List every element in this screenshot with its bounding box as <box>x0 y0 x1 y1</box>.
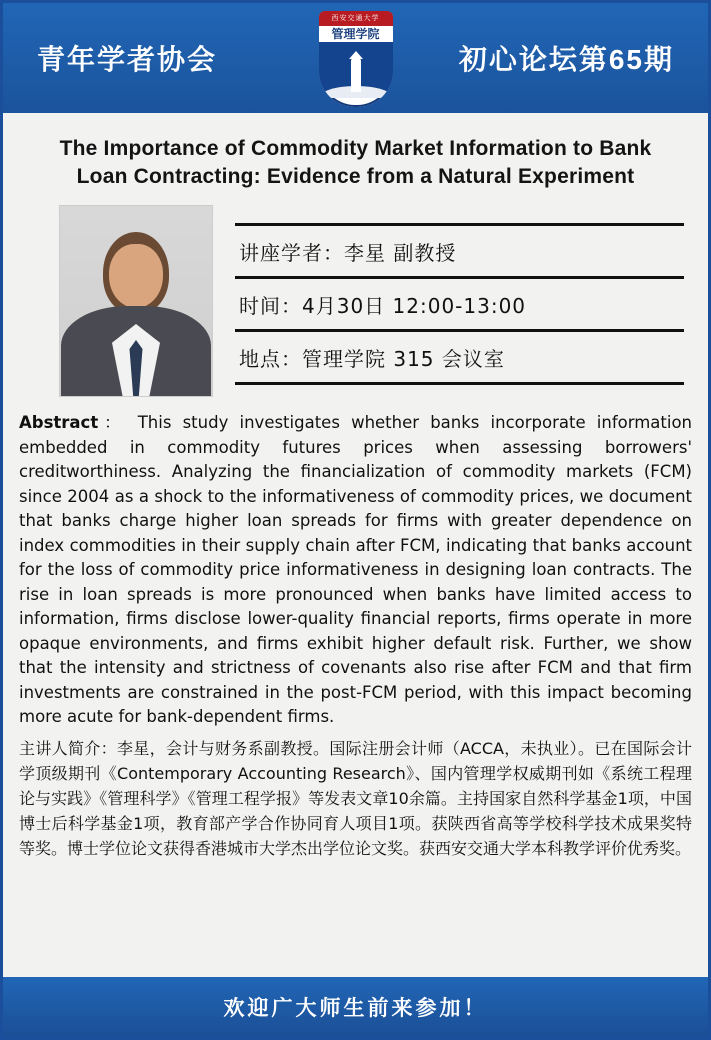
university-crest-icon <box>319 11 393 107</box>
header-right-title: 初心论坛第65期 <box>458 44 674 75</box>
header-left-title: 青年学者协会 <box>37 44 218 75</box>
crest-school-name: 管理学院 <box>319 26 393 42</box>
footer-welcome-text: 欢迎广大师生前来参加！ <box>223 997 488 1020</box>
event-place-line: 地点：管理学院 315 会议室 <box>235 329 684 385</box>
speaker-info-row <box>3 201 708 397</box>
speaker-bio-text: 主讲人简介：李星，会计与财务系副教授。国际注册会计师（ACCA，未执业）。已在国际会计学顶级期刊《Contemporary Accounting Research》、国内管理学权威期刊如《系统工程理论与实践》《管理科学》《管理工程学报》等发表文章10余篇。主持国家自然科学基金1项，中国博士后科学基金1项，教育部产学合作协同育人项目1项。获陕西省高等学校科学技术成果奖特等奖。博士学位论文获得香港城市大学杰出学位论文奖。获西安交通大学本科教学评价优秀奖。 <box>19 738 692 858</box>
crest-tower-icon <box>319 42 393 98</box>
page-title <box>3 113 708 201</box>
abstract-section <box>3 397 708 730</box>
poster-footer <box>3 977 708 1037</box>
crest-top-text: 西安交通大学 <box>319 11 393 26</box>
speaker-name-line: 讲座学者：李星 副教授 <box>235 223 684 276</box>
poster-header <box>3 3 708 113</box>
abstract-text: This study investigates whether banks incorporate information embedded in commodity futures prices when assessing borrowers' creditworthiness. Analyzing the financialization of commodity markets (FCM) since 2004 as a shock to the informativeness of commodity prices, we document that banks charge higher loan spreads for firms with greater dependence on index commodities in their supply chain after FCM, indicating that banks account for the loss of commodity price informativeness in designing loan contracts. The rise in loan spreads is more pronounced when banks have limited access to information, firms disclose lower-quality financial reports, firms operate in more opaque environments, and firms exhibit higher default risk. Further, we show that the intensity and strictness of covenants also rise after FCM and that firm investments are constrained in the post-FCM period, with this impact becoming more acute for bank-dependent firms. <box>19 413 693 726</box>
speaker-bio-section <box>3 730 708 861</box>
abstract-label: Abstract <box>19 413 99 432</box>
speaker-portrait <box>59 205 213 397</box>
event-time-line: 时间：4月30日 12:00-13:00 <box>235 276 684 329</box>
abstract-separator: ： <box>98 413 127 432</box>
event-details <box>235 205 684 397</box>
title-line-1: The Importance of Commodity Market Information to Bank <box>59 137 652 160</box>
title-line-2: Loan Contracting: Evidence from a Natural Experiment <box>76 165 635 188</box>
